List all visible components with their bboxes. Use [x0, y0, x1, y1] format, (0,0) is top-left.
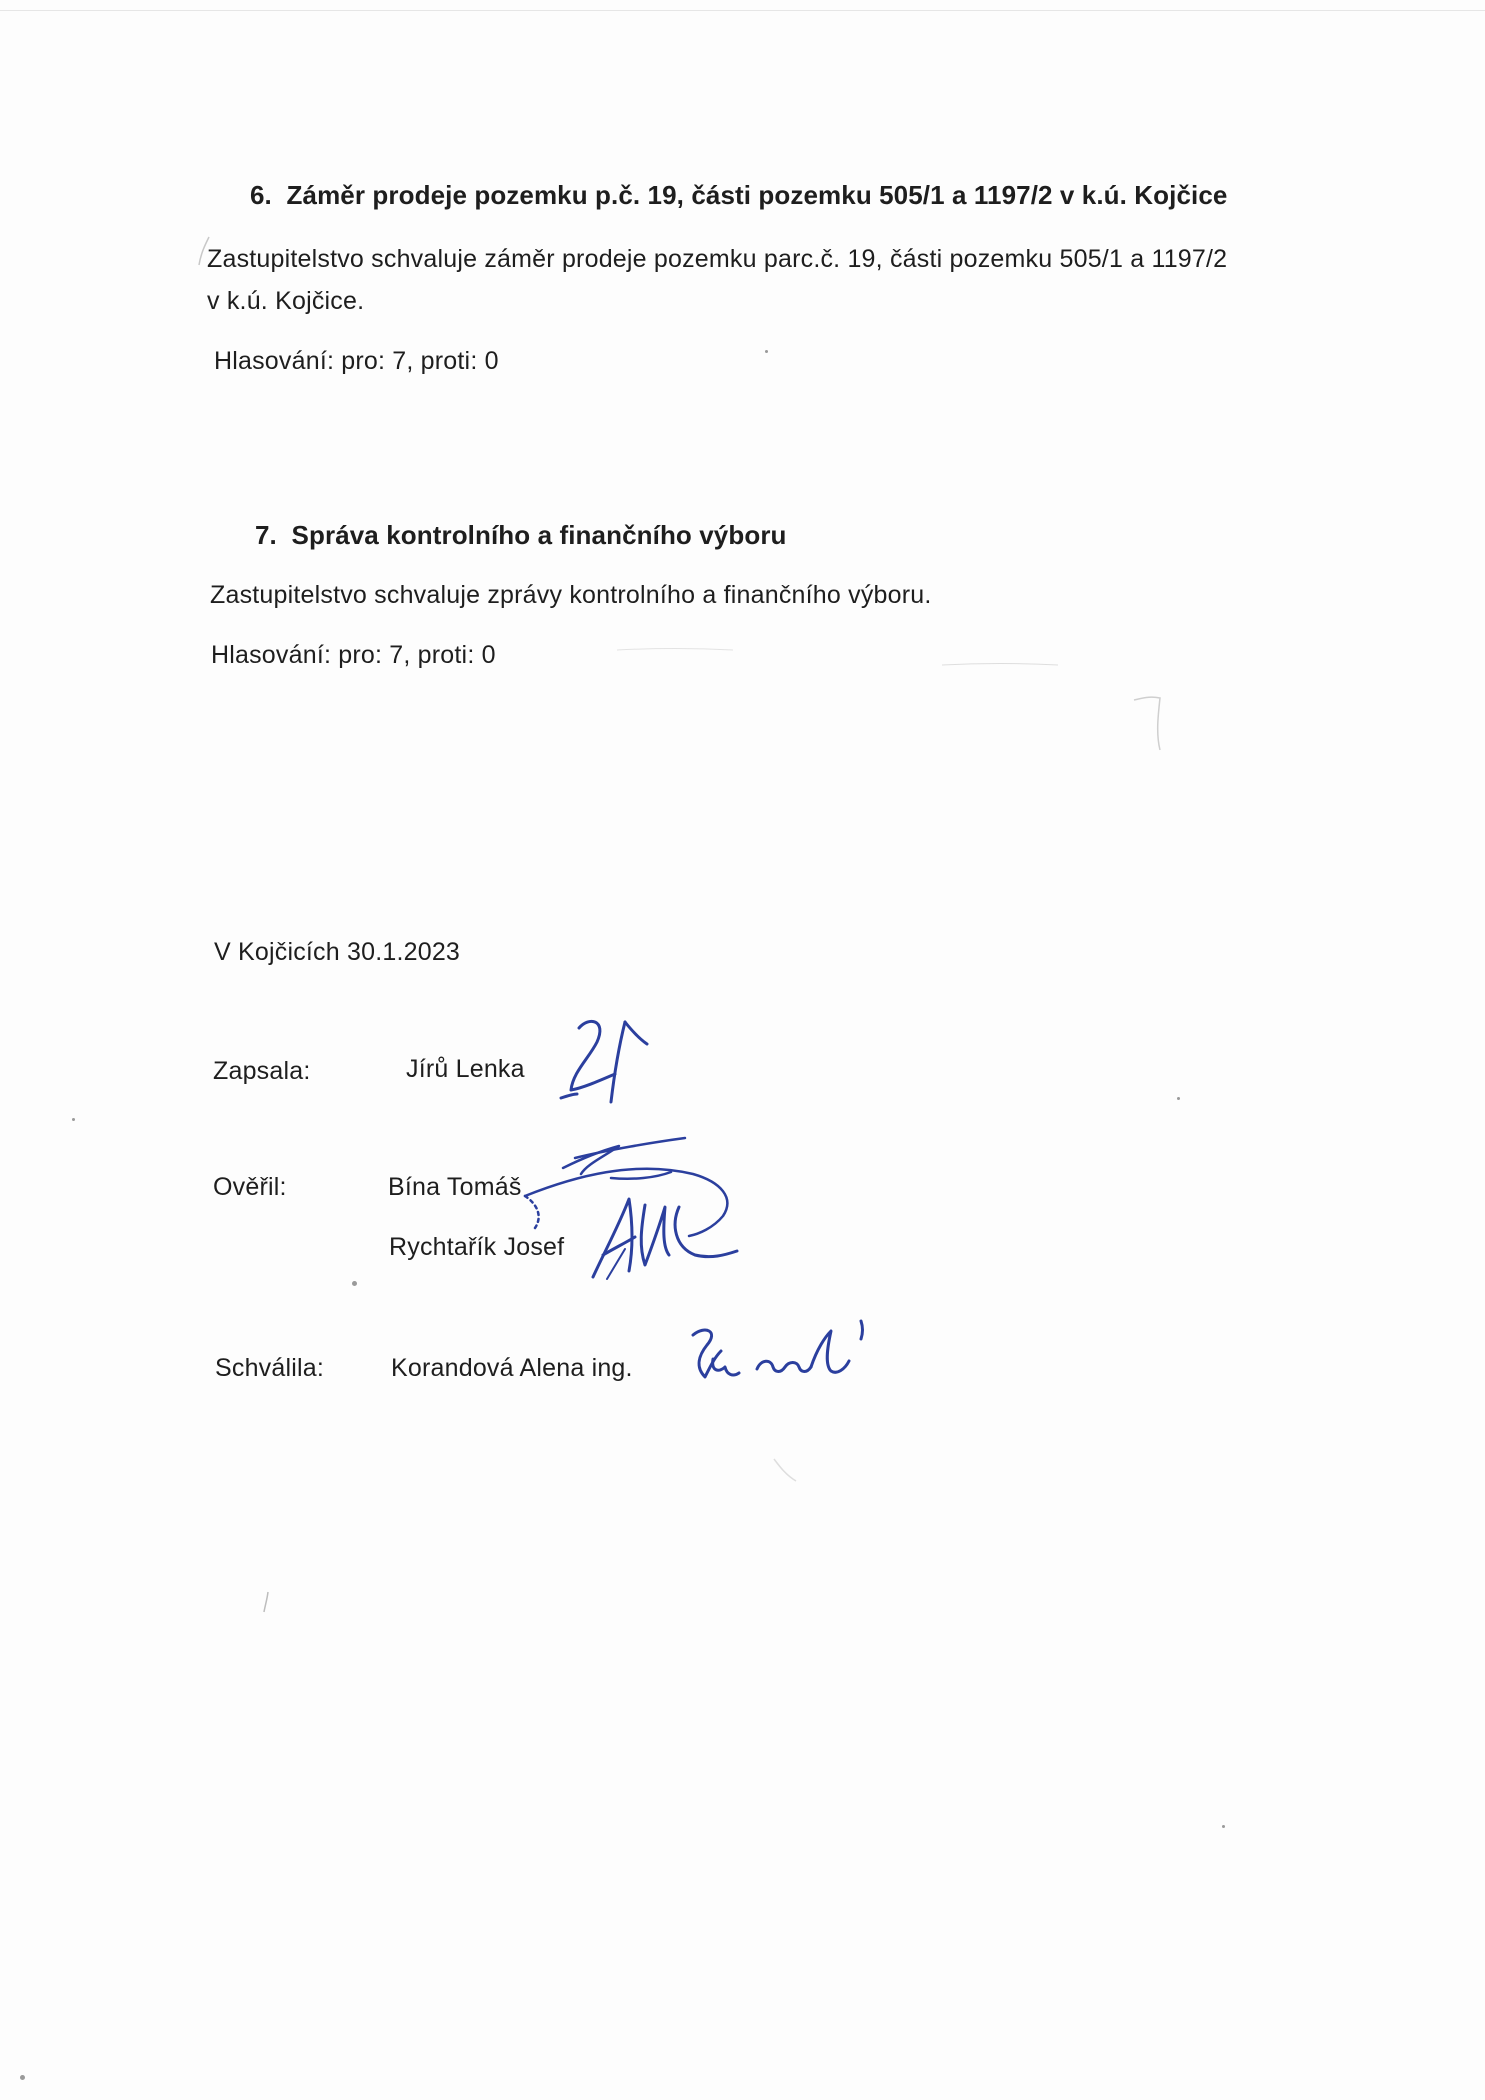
section-6-resolution-line-1: Zastupitelstvo schvaluje záměr prodeje pozemku parc.č. 19, části pozemku 505/1 a 1197/2 — [207, 245, 1228, 273]
recorded-by-label: Zapsala: — [213, 1057, 311, 1085]
scan-mark — [195, 235, 215, 270]
scan-mark — [940, 655, 1060, 675]
scan-speck — [72, 1118, 75, 1121]
signature-korandova-alena — [685, 1315, 885, 1405]
section-7-heading — [255, 520, 787, 550]
scan-speck — [352, 1281, 357, 1286]
section-6-resolution-line-2: v k.ú. Kojčice. — [207, 287, 365, 315]
place-date: V Kojčicích 30.1.2023 — [214, 938, 461, 966]
section-7-number: 7. — [255, 520, 277, 550]
scan-mark — [258, 1588, 278, 1618]
scan-speck — [765, 350, 768, 353]
signature-rychtarik-josef — [585, 1185, 745, 1285]
scan-speck — [20, 2075, 25, 2080]
verified-by-name-1: Bína Tomáš — [388, 1173, 522, 1201]
signature-jiru-lenka — [555, 1010, 665, 1110]
scan-mark — [1130, 690, 1190, 760]
scan-mark — [770, 1455, 800, 1485]
scan-edge-line — [0, 10, 1485, 11]
verified-by-label: Ověřil: — [213, 1173, 287, 1201]
recorded-by-name: Jírů Lenka — [406, 1055, 525, 1083]
scan-speck — [1222, 1825, 1225, 1828]
section-7-resolution: Zastupitelstvo schvaluje zprávy kontrolního a finančního výboru. — [210, 581, 932, 609]
verified-by-name-2: Rychtařík Josef — [389, 1233, 565, 1261]
section-7-title: Správa kontrolního a finančního výboru — [291, 520, 787, 550]
section-6-heading — [250, 180, 1227, 210]
scan-speck — [1177, 1097, 1180, 1100]
section-6-number: 6. — [250, 180, 272, 210]
approved-by-name: Korandová Alena ing. — [391, 1354, 633, 1382]
scan-mark — [615, 640, 735, 660]
section-6-vote: Hlasování: pro: 7, proti: 0 — [214, 347, 499, 375]
section-6-title: Záměr prodeje pozemku p.č. 19, části pozemku 505/1 a 1197/2 v k.ú. Kojčice — [286, 180, 1228, 210]
section-7-vote: Hlasování: pro: 7, proti: 0 — [211, 641, 496, 669]
approved-by-label: Schválila: — [215, 1354, 324, 1382]
